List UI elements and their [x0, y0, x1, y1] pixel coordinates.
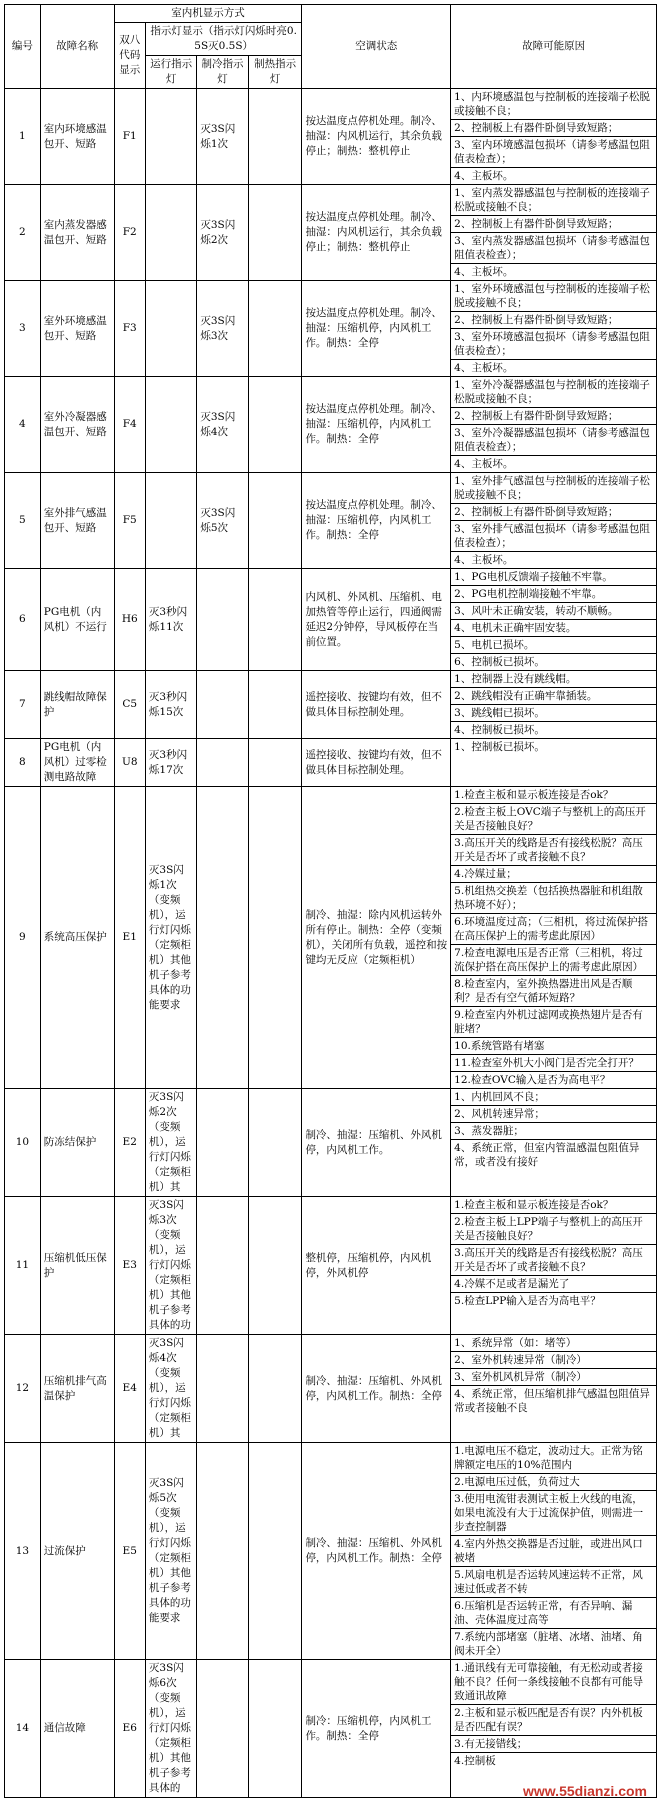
- cell-ac-state: 制冷、抽湿：压缩机、外风机停，内风机工作。: [302, 1089, 451, 1197]
- cause-item: 2、控制板上有器件卧倒导致短路；: [451, 120, 656, 137]
- cell-heat-led: [248, 1335, 302, 1443]
- watermark: www.55dianzi.com: [523, 1783, 647, 1799]
- cell-causes: [451, 377, 657, 473]
- cause-item: 3、室外环境感温包损坏（请参考感温包阻值表检查）；: [451, 329, 656, 360]
- table-row: [5, 377, 657, 473]
- table-row: [5, 1443, 657, 1660]
- table-row: [5, 569, 657, 671]
- cell-cool-led: 灭3S闪烁1次: [197, 89, 248, 185]
- cell-dual-code: H6: [114, 569, 145, 671]
- cell-num: 11: [5, 1197, 41, 1335]
- table-row: [5, 185, 657, 281]
- cell-ac-state: 制冷、抽湿：除内风机运转外所有停止。制热：全停（变频机），关闭所有负载，遥控和按键均无反应（定频柜机）: [302, 787, 451, 1089]
- cause-item: 1.通讯线有无可靠接触，有无松动或者接触不良？任何一条线接触不良都有可能导致通讯故障: [451, 1660, 656, 1705]
- cell-run-led: [145, 89, 196, 185]
- cell-num: 10: [5, 1089, 41, 1197]
- cell-num: 5: [5, 473, 41, 569]
- cause-item: 3、室外机风机异常（制冷）: [451, 1369, 656, 1386]
- cause-item: 3.高压开关的线路是否有接线松脱？高压开关是否坏了或者接触不良？: [451, 1245, 656, 1276]
- cell-run-led: 灭3S闪烁1次（变频机），运行灯闪烁（定频柜机）其他机子参考具体的功能要求: [145, 787, 196, 1089]
- cell-ac-state: 制冷、抽湿：压缩机、外风机停，内风机工作。制热：全停: [302, 1335, 451, 1443]
- cell-cool-led: [197, 1089, 248, 1197]
- cause-item: 1、内环境感温包与控制板的连接端子松脱或接触不良；: [451, 89, 656, 120]
- cause-item: 1、内机回风不良；: [451, 1089, 656, 1106]
- cell-heat-led: [248, 787, 302, 1089]
- cell-causes: [451, 1089, 657, 1197]
- cell-dual-code: E6: [114, 1660, 145, 1798]
- cell-dual-code: E3: [114, 1197, 145, 1335]
- cell-num: 6: [5, 569, 41, 671]
- cell-ac-state: 整机停，压缩机停，内风机停，外风机停: [302, 1197, 451, 1335]
- cause-item: 3、跳线帽已损坏。: [451, 705, 656, 722]
- cause-item: 9.检查室内外机过滤网或换热翅片是否有脏堵？: [451, 1007, 656, 1038]
- cell-ac-state: 遥控接收、按键均有效，但不做具体目标控制处理。: [302, 739, 451, 787]
- cause-item: 1、室外排气感温包与控制板的连接端子松脱或接触不良；: [451, 473, 656, 504]
- cause-item: 3、室外排气感温包损坏（请参考感温包阻值表检查）；: [451, 521, 656, 552]
- header-name: 故障名称: [40, 5, 114, 89]
- table-body: [5, 89, 657, 1798]
- cause-item: 1、控制器上没有跳线帽。: [451, 671, 656, 688]
- cause-item: 2、控制板上有器件卧倒导致短路；: [451, 504, 656, 521]
- cell-dual-code: C5: [114, 671, 145, 739]
- header-causes: 故障可能原因: [451, 5, 657, 89]
- cell-dual-code: F1: [114, 89, 145, 185]
- cause-item: 1.检查主板和显示板连接是否ok？: [451, 787, 656, 804]
- header-heat-led: 制热指示灯: [248, 56, 302, 89]
- cell-run-led: 灭3S闪烁2次（变频机），运行灯闪烁（定频柜机）其: [145, 1089, 196, 1197]
- cell-heat-led: [248, 739, 302, 787]
- cell-fault-name: 室内环境感温包开、短路: [40, 89, 114, 185]
- cause-item: 6.压缩机是否运转正常，有否异响、漏油、壳体温度过高等: [451, 1598, 656, 1629]
- cell-causes: [451, 739, 657, 787]
- cell-ac-state: 按达温度点停机处理。制冷、抽湿：内风机运行，其余负载停止；制热：整机停止: [302, 89, 451, 185]
- cause-item: 4、主板坏。: [454, 170, 514, 182]
- header-cool-led: 制冷指示灯: [197, 56, 248, 89]
- cell-num: 2: [5, 185, 41, 281]
- cell-run-led: 灭3S闪烁5次（变频机），运行灯闪烁（定频柜机）其他机子参考具体的功能要求: [145, 1443, 196, 1660]
- cause-item: 3、室内环境感温包损坏（请参考感温包阻值表检查）；: [451, 137, 656, 168]
- cause-item: 11.检查室外机大小阀门是否完全打开？: [451, 1055, 656, 1072]
- table-row: [5, 1335, 657, 1443]
- table-row: [5, 739, 657, 787]
- cell-cool-led: 灭3S闪烁4次: [197, 377, 248, 473]
- cell-heat-led: [248, 473, 302, 569]
- cause-item: 7.检查电源电压是否正常（三相机，将过流保护搭在高压保护上的需考虑此原因）: [451, 945, 656, 976]
- cause-item: 4、主板坏。: [454, 266, 514, 278]
- table-row: [5, 1089, 657, 1197]
- table-row: [5, 1660, 657, 1798]
- cell-run-led: 灭3S闪烁6次（变频机），运行灯闪烁（定频柜机）其他机子参考具体的: [145, 1660, 196, 1798]
- fault-table-wrapper: [4, 4, 657, 1798]
- cause-item: 3.高压开关的线路是否有接线松脱？高压开关是否坏了或者接触不良？: [451, 835, 656, 866]
- cause-item: 1.检查主板和显示板连接是否ok？: [451, 1197, 656, 1214]
- cause-item: 2、室外机转速异常（制冷）: [451, 1352, 656, 1369]
- fault-code-table: [4, 4, 657, 1798]
- cell-run-led: [145, 185, 196, 281]
- cell-ac-state: 按达温度点停机处理。制冷、抽湿：压缩机停，内风机工作。制热：全停: [302, 377, 451, 473]
- cause-item: 1、室外冷凝器感温包与控制板的连接端子松脱或接触不良；: [451, 377, 656, 408]
- cell-cool-led: [197, 739, 248, 787]
- cell-fault-name: 室外环境感温包开、短路: [40, 281, 114, 377]
- table-row: [5, 787, 657, 1089]
- table-row: [5, 89, 657, 185]
- header-num: 编号: [5, 5, 41, 89]
- cell-causes: [451, 185, 657, 281]
- cause-item: 5.检查LPP输入是否为高电平？: [454, 1295, 601, 1307]
- cause-item: 8.检查室内，室外换热器进出风是否顺利？是否有空气循环短路？: [451, 976, 656, 1007]
- cell-cool-led: [197, 1197, 248, 1335]
- cell-run-led: [145, 473, 196, 569]
- cell-heat-led: [248, 1660, 302, 1798]
- cell-causes: [451, 671, 657, 739]
- cause-item: 4.冷媒过量；: [451, 866, 656, 883]
- cause-item: 10.系统管路有堵塞: [451, 1038, 656, 1055]
- cause-item: 2、PG电机控制端接触不牢靠。: [451, 586, 656, 603]
- cell-cool-led: 灭3S闪烁3次: [197, 281, 248, 377]
- cause-item: 4、电机未正确牢固安装。: [451, 620, 656, 637]
- cell-cool-led: [197, 1443, 248, 1660]
- cause-item: 6.环境温度过高；（三相机，将过流保护搭在高压保护上的需考虑此原因）: [451, 914, 656, 945]
- cause-item: 4.室内外热交换器是否过脏，或进出风口被堵: [451, 1536, 656, 1567]
- cause-item: 12.检查OVC输入是否为高电平？: [454, 1074, 611, 1086]
- header-dual-code: 双八代码显示: [114, 23, 145, 89]
- cause-item: 2.检查主板上LPP端子与整机上的高压开关是否接触良好？: [451, 1214, 656, 1245]
- cell-causes: [451, 569, 657, 671]
- table-row: [5, 281, 657, 377]
- cause-item: 2.检查主板上OVC端子与整机上的高压开关是否接触良好？: [451, 804, 656, 835]
- cause-item: 2、控制板上有器件卧倒导致短路；: [451, 408, 656, 425]
- cell-num: 4: [5, 377, 41, 473]
- cell-ac-state: 遥控接收、按键均有效，但不做具体目标控制处理。: [302, 671, 451, 739]
- cell-cool-led: [197, 1660, 248, 1798]
- table-row: [5, 473, 657, 569]
- cell-num: 13: [5, 1443, 41, 1660]
- cause-item: 1.电源电压不稳定，波动过大。正常为铭牌额定电压的10%范围内: [451, 1443, 656, 1474]
- cause-item: 3.使用电流钳表测试主板上火线的电流，如果电流没有大于过流保护值，则需进一步查控制器: [451, 1491, 656, 1536]
- cell-cool-led: [197, 671, 248, 739]
- header-run-led: 运行指示灯: [145, 56, 196, 89]
- cause-item: 2、风机转速异常；: [451, 1106, 656, 1123]
- cell-num: 12: [5, 1335, 41, 1443]
- cause-item: 2.电源电压过低，负荷过大: [451, 1474, 656, 1491]
- cell-heat-led: [248, 671, 302, 739]
- cause-item: 4、控制板已损坏。: [454, 724, 545, 736]
- cause-item: 4.控制板: [454, 1755, 496, 1767]
- cell-run-led: [145, 281, 196, 377]
- cell-num: 8: [5, 739, 41, 787]
- cell-fault-name: 防冻结保护: [40, 1089, 114, 1197]
- cause-item: 3、风叶未正确安装，转动不顺畅。: [451, 603, 656, 620]
- header-state: 空调状态: [302, 5, 451, 89]
- cause-item: 4、系统正常，但室内管温感温包阻值异常，或者没有接好: [454, 1142, 640, 1168]
- cell-heat-led: [248, 1197, 302, 1335]
- cell-heat-led: [248, 377, 302, 473]
- cell-fault-name: 压缩机排气高温保护: [40, 1335, 114, 1443]
- cell-dual-code: E5: [114, 1443, 145, 1660]
- cell-run-led: 灭3S闪烁3次（变频机），运行灯闪烁（定频柜机）其他机子参考具体的功: [145, 1197, 196, 1335]
- header-indicator-group: 指示灯显示（指示灯闪烁时亮0.5S灭0.5S）: [145, 23, 302, 56]
- cell-heat-led: [248, 185, 302, 281]
- cell-dual-code: F5: [114, 473, 145, 569]
- cell-fault-name: PG电机（内风机）过零检测电路故障: [40, 739, 114, 787]
- cell-cool-led: [197, 787, 248, 1089]
- cell-causes: [451, 89, 657, 185]
- cell-ac-state: 按达温度点停机处理。制冷、抽湿：压缩机停，内风机工作。制热：全停: [302, 281, 451, 377]
- cause-item: 7.系统内部堵塞（脏堵、冰堵、油堵、角阀未开全）: [454, 1631, 643, 1657]
- cause-item: 3、蒸发器脏；: [451, 1123, 656, 1140]
- cause-item: 2、控制板上有器件卧倒导致短路；: [451, 312, 656, 329]
- cell-ac-state: 制冷、抽湿：压缩机、外风机停，内风机工作。制热：全停: [302, 1443, 451, 1660]
- cell-heat-led: [248, 1089, 302, 1197]
- cause-item: 6、控制板已损坏。: [454, 656, 545, 668]
- cell-dual-code: E4: [114, 1335, 145, 1443]
- header-indoor-group: 室内机显示方式: [114, 5, 302, 23]
- cell-cool-led: 灭3S闪烁5次: [197, 473, 248, 569]
- cause-item: 4、主板坏。: [454, 458, 514, 470]
- cause-item: 4、系统正常，但压缩机排气感温包阻值异常或者接触不良: [454, 1388, 650, 1414]
- cell-fault-name: 室外冷凝器感温包开、短路: [40, 377, 114, 473]
- cell-num: 1: [5, 89, 41, 185]
- cause-item: 1、系统异常（如：堵等）: [451, 1335, 656, 1352]
- cell-fault-name: 室内蒸发器感温包开、短路: [40, 185, 114, 281]
- cell-run-led: 灭3秒闪烁15次: [145, 671, 196, 739]
- cause-item: 2.主板和显示板匹配是否有误？内外机板是否匹配有误？: [451, 1705, 656, 1736]
- cell-run-led: [145, 377, 196, 473]
- cell-causes: [451, 1335, 657, 1443]
- cell-num: 9: [5, 787, 41, 1089]
- cell-num: 14: [5, 1660, 41, 1798]
- cell-num: 7: [5, 671, 41, 739]
- cell-heat-led: [248, 281, 302, 377]
- cell-dual-code: F4: [114, 377, 145, 473]
- cause-item: 5、电机已损坏。: [451, 637, 656, 654]
- cell-cool-led: [197, 1335, 248, 1443]
- cell-fault-name: PG电机（内风机）不运行: [40, 569, 114, 671]
- cell-dual-code: F3: [114, 281, 145, 377]
- cause-item: 5.机组热交换差（包括换热器脏和机组散热环境不好）；: [451, 883, 656, 914]
- cell-heat-led: [248, 89, 302, 185]
- cell-ac-state: 按达温度点停机处理。制冷、抽湿：压缩机停，内风机工作。制热：全停: [302, 473, 451, 569]
- cell-dual-code: U8: [114, 739, 145, 787]
- cause-item: 4、主板坏。: [454, 554, 514, 566]
- cell-fault-name: 系统高压保护: [40, 787, 114, 1089]
- cell-run-led: 灭3秒闪烁17次: [145, 739, 196, 787]
- cell-causes: [451, 1443, 657, 1660]
- cell-fault-name: 室外排气感温包开、短路: [40, 473, 114, 569]
- cell-dual-code: F2: [114, 185, 145, 281]
- cell-run-led: 灭3秒闪烁11次: [145, 569, 196, 671]
- cause-item: 2、跳线帽没有正确牢靠插装。: [451, 688, 656, 705]
- cell-dual-code: E1: [114, 787, 145, 1089]
- table-row: [5, 1197, 657, 1335]
- cell-cool-led: [197, 569, 248, 671]
- cause-item: 4、主板坏。: [454, 362, 514, 374]
- cell-fault-name: 压缩机低压保护: [40, 1197, 114, 1335]
- cell-fault-name: 通信故障: [40, 1660, 114, 1798]
- cause-item: 1、室外环境感温包与控制板的连接端子松脱或接触不良；: [451, 281, 656, 312]
- cell-fault-name: 过流保护: [40, 1443, 114, 1660]
- cell-cool-led: 灭3S闪烁2次: [197, 185, 248, 281]
- cause-item: 2、控制板上有器件卧倒导致短路；: [451, 216, 656, 233]
- table-header: [5, 5, 657, 89]
- cell-heat-led: [248, 569, 302, 671]
- cause-item: 5.风扇电机是否运转风速运转不正常，风速过低或者不转: [451, 1567, 656, 1598]
- table-row: [5, 671, 657, 739]
- cause-item: 3、室内蒸发器感温包损坏（请参考感温包阻值表检查）；: [451, 233, 656, 264]
- cell-ac-state: 制冷：压缩机停，内风机工作。制热：全停: [302, 1660, 451, 1798]
- cell-causes: [451, 1197, 657, 1335]
- cell-ac-state: 按达温度点停机处理。制冷、抽湿：内风机运行，其余负载停止；制热：整机停止: [302, 185, 451, 281]
- cell-causes: [451, 1660, 657, 1798]
- cause-item: 4.冷媒不足或者是漏光了: [451, 1276, 656, 1293]
- cause-item: 3.有无接错线；: [451, 1736, 656, 1753]
- cell-causes: [451, 281, 657, 377]
- cell-causes: [451, 473, 657, 569]
- cause-item: 1、室内蒸发器感温包与控制板的连接端子松脱或接触不良；: [451, 185, 656, 216]
- cell-run-led: 灭3S闪烁4次（变频机），运行灯闪烁（定频柜机）其: [145, 1335, 196, 1443]
- cell-fault-name: 跳线帽故障保护: [40, 671, 114, 739]
- cell-dual-code: E2: [114, 1089, 145, 1197]
- cell-num: 3: [5, 281, 41, 377]
- cause-item: 3、室外冷凝器感温包损坏（请参考感温包阻值表检查）；: [451, 425, 656, 456]
- cell-ac-state: 内风机、外风机、压缩机、电加热管等停止运行，四通阀需延迟2分钟停，导风板停在当前位置。: [302, 569, 451, 671]
- cell-heat-led: [248, 1443, 302, 1660]
- cause-item: 1、控制板已损坏。: [454, 741, 545, 753]
- cell-causes: [451, 787, 657, 1089]
- cause-item: 1、PG电机反馈端子接触不牢靠。: [451, 569, 656, 586]
